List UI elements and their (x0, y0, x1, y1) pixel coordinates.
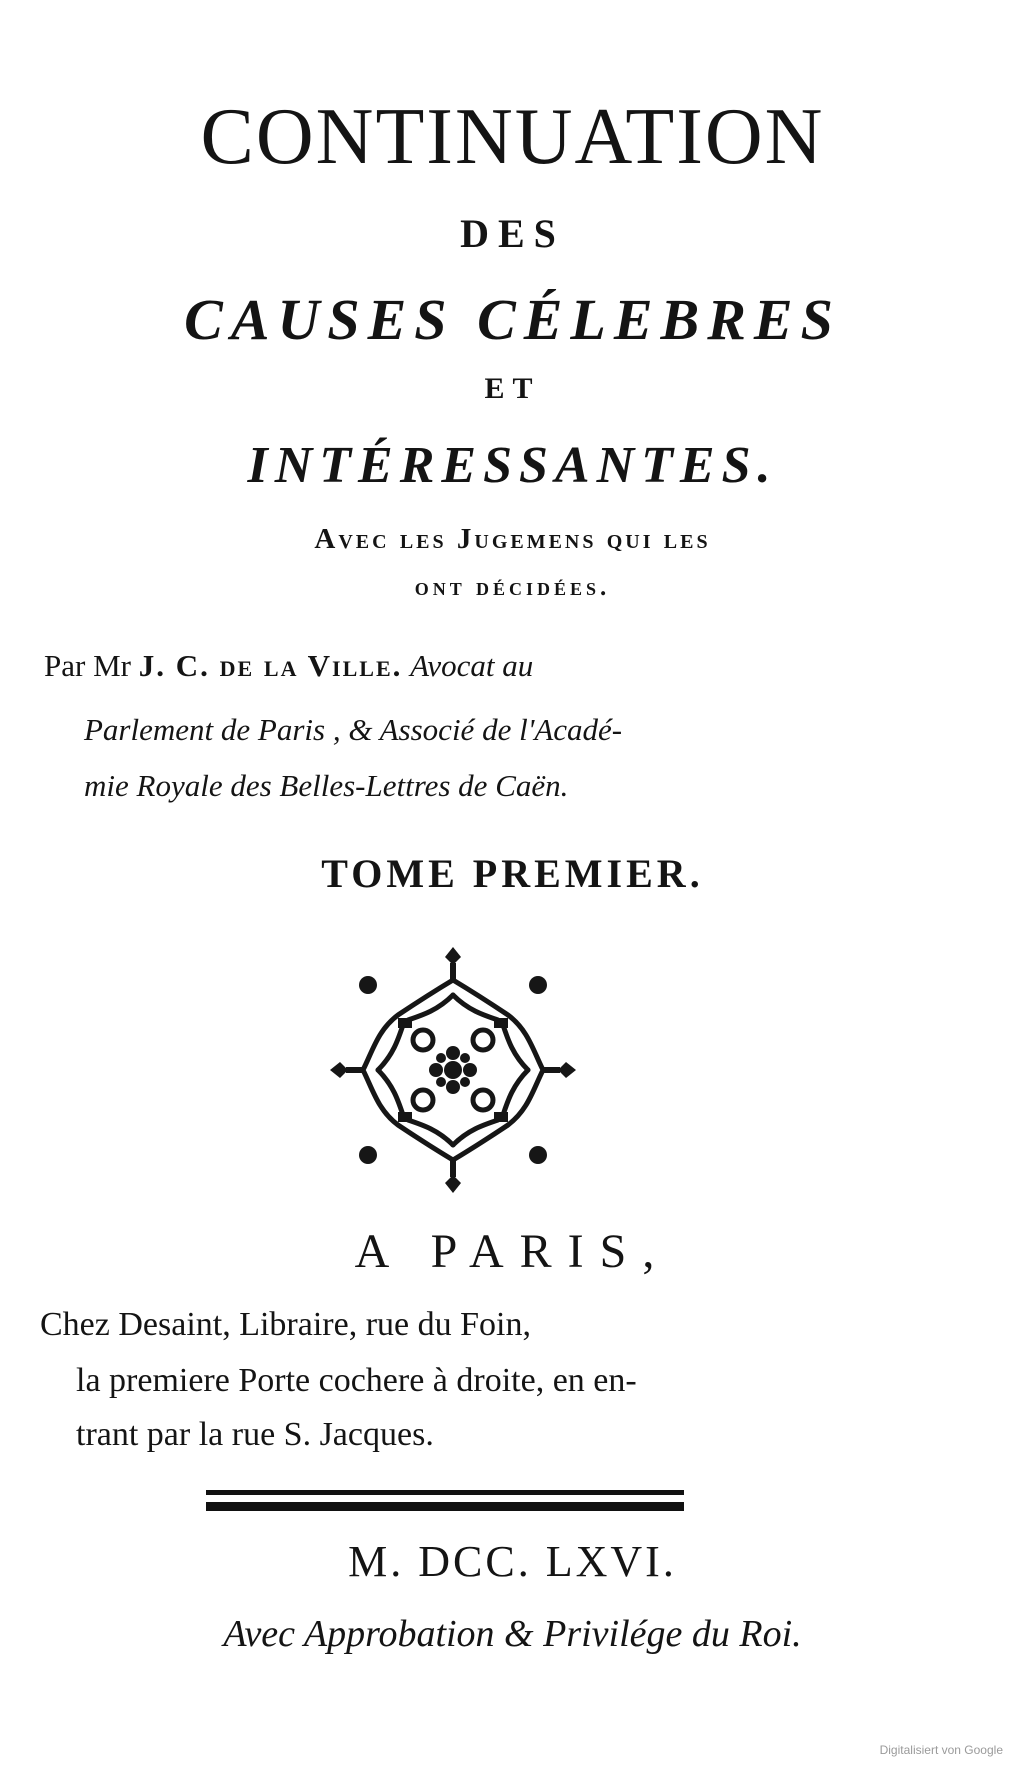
volume-label: TOME PREMIER. (321, 851, 704, 896)
author-line-2: Parlement de Paris , & Associé de l'Acadé- (84, 712, 623, 747)
double-rule-thin (206, 1490, 684, 1495)
approbation-line: Avec Approbation & Privilége du Roi. (223, 1613, 802, 1655)
double-rule-thick (206, 1502, 684, 1511)
floral-vignette-icon (328, 945, 578, 1195)
place-of-publication: A PARIS, (354, 1225, 671, 1278)
author-name: J. C. de la Ville. (138, 648, 403, 683)
publication-year: M. DCC. LXVI. (348, 1537, 677, 1586)
title-et: ET (484, 372, 541, 405)
subtitle-line-1: Avec les Jugemens qui les (314, 523, 711, 555)
publisher-line-2: la premiere Porte cochere à droite, en en- (76, 1362, 637, 1399)
publisher-line-1: Chez Desaint, Libraire, rue du Foin, (40, 1306, 531, 1343)
digitization-watermark: Digitalisiert von Google (879, 1743, 1003, 1757)
title-des: DES (460, 211, 565, 256)
author-role: Avocat au (410, 648, 534, 683)
author-par: Par Mr (44, 648, 131, 683)
subtitle-line-2: ont décidées. (414, 574, 611, 601)
publisher-line-3: trant par la rue S. Jacques. (76, 1416, 434, 1453)
author-line-1 (44, 648, 533, 684)
title-causes-celebres: CAUSES CÉLEBRES (184, 287, 841, 352)
title-interessantes: INTÉRESSANTES. (247, 437, 778, 494)
title-continuation: CONTINUATION (200, 93, 825, 181)
author-line-3: mie Royale des Belles-Lettres de Caën. (84, 768, 569, 803)
